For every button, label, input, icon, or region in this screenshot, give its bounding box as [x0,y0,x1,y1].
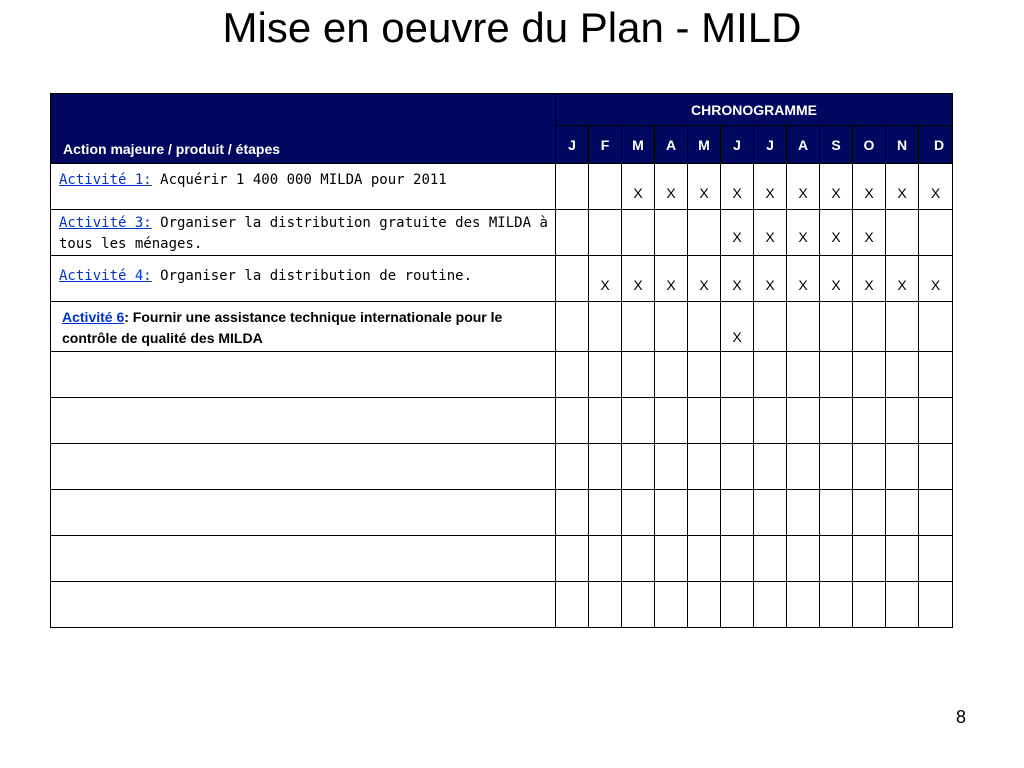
month-header: S [820,126,853,164]
table-row [51,256,953,302]
empty-cell [853,444,886,490]
schedule-cell: X [754,256,787,302]
schedule-cell: X [721,302,754,352]
schedule-cell [622,302,655,352]
empty-cell [655,398,688,444]
schedule-cell: X [754,210,787,256]
activity-description: Organiser la distribution de routine. [151,268,473,284]
empty-cell [721,398,754,444]
activity-description: : Fournir une assistance technique internationale pour le contrôle de qualité des MILDA [62,309,503,346]
empty-cell [589,582,622,628]
schedule-cell: X [787,164,820,210]
schedule-cell [589,210,622,256]
schedule-cell: X [787,256,820,302]
empty-cell [556,352,589,398]
month-header: O [853,126,886,164]
activity-cell [51,256,556,302]
empty-cell [589,490,622,536]
slide-title: Mise en oeuvre du Plan - MILD [222,4,802,51]
empty-cell [820,536,853,582]
schedule-cell: X [886,164,919,210]
schedule-cell: X [853,164,886,210]
page-number: 8 [955,707,966,727]
schedule-cell [556,210,589,256]
empty-cell [886,352,919,398]
empty-cell [820,398,853,444]
empty-cell [721,444,754,490]
schedule-cell: X [919,256,953,302]
empty-cell [853,536,886,582]
schedule-cell [787,302,820,352]
empty-cell [622,536,655,582]
empty-cell [622,352,655,398]
table-row [51,164,953,210]
schedule-cell: X [919,164,953,210]
empty-cell [688,352,721,398]
action-column-header: Action majeure / produit / étapes [51,94,556,164]
month-header: J [754,126,787,164]
empty-cell [820,352,853,398]
empty-row [51,444,953,490]
schedule-cell: X [622,164,655,210]
schedule-cell: X [853,256,886,302]
empty-cell [919,444,953,490]
empty-cell [886,536,919,582]
empty-cell [622,490,655,536]
schedule-cell [919,302,953,352]
empty-cell [787,352,820,398]
month-header: M [622,126,655,164]
chronogram-table [50,93,953,628]
schedule-cell [820,302,853,352]
empty-cell [787,536,820,582]
month-header: J [556,126,589,164]
empty-cell [820,444,853,490]
schedule-cell: X [820,256,853,302]
empty-cell [688,582,721,628]
empty-cell [655,490,688,536]
empty-cell [820,582,853,628]
month-header: D [919,126,953,164]
empty-cell [754,536,787,582]
activity-link[interactable]: Activité 6 [62,309,125,325]
chronogram-header: CHRONOGRAMME [556,94,953,126]
header-row-top [51,94,953,126]
empty-cell [886,490,919,536]
empty-cell [919,398,953,444]
empty-cell [51,490,556,536]
empty-cell [556,398,589,444]
schedule-cell: X [721,164,754,210]
schedule-cell [754,302,787,352]
schedule-cell: X [721,210,754,256]
schedule-cell: X [688,256,721,302]
schedule-cell: X [589,256,622,302]
empty-cell [919,490,953,536]
empty-cell [556,490,589,536]
activity-description: Acquérir 1 400 000 MILDA pour 2011 [151,172,447,188]
empty-cell [787,398,820,444]
table-row [51,210,953,256]
empty-cell [589,352,622,398]
schedule-cell [556,302,589,352]
empty-cell [853,398,886,444]
empty-cell [787,490,820,536]
schedule-cell [589,164,622,210]
schedule-cell: X [622,256,655,302]
empty-cell [51,352,556,398]
empty-cell [919,582,953,628]
empty-cell [754,582,787,628]
table-row [51,302,953,352]
schedule-cell: X [655,256,688,302]
empty-cell [721,582,754,628]
empty-cell [787,444,820,490]
schedule-cell [556,256,589,302]
empty-cell [622,582,655,628]
schedule-cell [886,210,919,256]
schedule-cell: X [886,256,919,302]
empty-cell [754,352,787,398]
schedule-cell [853,302,886,352]
empty-cell [754,490,787,536]
empty-cell [622,398,655,444]
empty-cell [589,398,622,444]
empty-row [51,582,953,628]
empty-cell [556,536,589,582]
empty-cell [754,444,787,490]
empty-cell [655,536,688,582]
empty-cell [886,582,919,628]
schedule-cell [556,164,589,210]
month-header: A [787,126,820,164]
empty-cell [655,444,688,490]
empty-cell [51,582,556,628]
empty-cell [556,444,589,490]
empty-cell [688,536,721,582]
empty-cell [853,582,886,628]
empty-cell [688,490,721,536]
month-header: A [655,126,688,164]
schedule-cell: X [820,210,853,256]
activity-cell [51,164,556,210]
empty-cell [655,582,688,628]
empty-cell [754,398,787,444]
activity-link[interactable]: Activité 3: [59,215,152,231]
empty-cell [655,352,688,398]
empty-cell [556,582,589,628]
schedule-cell [688,210,721,256]
empty-cell [622,444,655,490]
empty-cell [688,444,721,490]
empty-row [51,352,953,398]
schedule-cell [688,302,721,352]
empty-cell [589,536,622,582]
schedule-cell: X [688,164,721,210]
empty-cell [886,398,919,444]
schedule-cell: X [721,256,754,302]
schedule-cell [589,302,622,352]
month-header: J [721,126,754,164]
empty-row [51,398,953,444]
activity-link[interactable]: Activité 1: [59,172,152,188]
schedule-cell: X [853,210,886,256]
month-header: N [886,126,919,164]
month-header: M [688,126,721,164]
empty-cell [919,352,953,398]
month-header: F [589,126,622,164]
schedule-cell: X [787,210,820,256]
empty-cell [853,352,886,398]
empty-cell [721,490,754,536]
activity-link[interactable]: Activité 4: [59,268,152,284]
schedule-cell [919,210,953,256]
empty-cell [721,536,754,582]
empty-cell [853,490,886,536]
empty-cell [820,490,853,536]
activity-cell [51,302,556,352]
schedule-cell [655,210,688,256]
empty-cell [688,398,721,444]
schedule-cell [655,302,688,352]
empty-cell [721,352,754,398]
empty-cell [589,444,622,490]
schedule-cell [886,302,919,352]
empty-cell [51,536,556,582]
empty-row [51,536,953,582]
empty-row [51,490,953,536]
empty-cell [919,536,953,582]
schedule-cell [622,210,655,256]
empty-cell [51,444,556,490]
activity-cell [51,210,556,256]
empty-cell [51,398,556,444]
schedule-cell: X [820,164,853,210]
activity-description: Organiser la distribution gratuite des MILDA à tous les ménages. [59,215,548,252]
schedule-cell: X [655,164,688,210]
schedule-cell: X [754,164,787,210]
empty-cell [787,582,820,628]
empty-cell [886,444,919,490]
